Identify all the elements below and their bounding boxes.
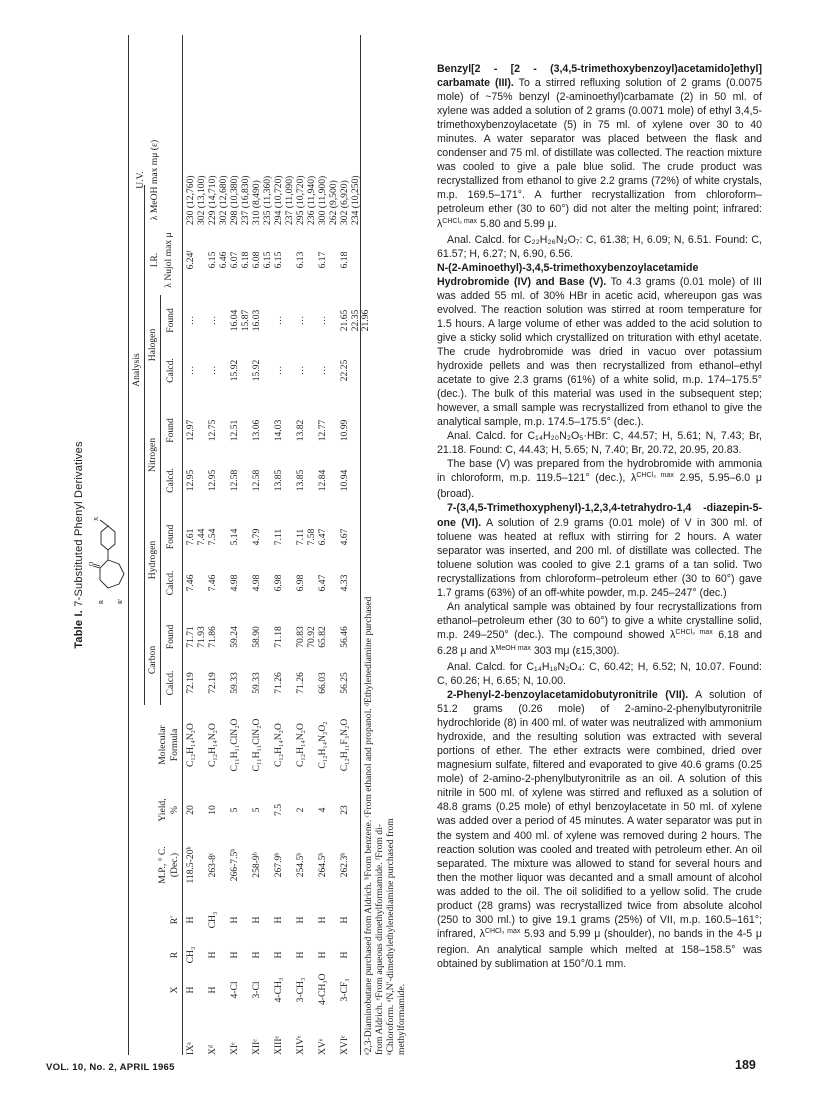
table-cell-n-calc: 12.95: [185, 469, 196, 492]
table-cell-c-found: 71.86: [207, 626, 218, 648]
text-compound-iv: To 4.3 grams (0.01 mole) of III was added 55 ml. of 30% HBr in acetic acid, whereupon gas was evolved. The reaction solution was stirred at room temperature for 1.5 hours. A large volume of ether was added to the acid solution to give a sticky solid which crystallized on trituration with ethyl acetate. The crude hydrobromide was dried in vacuo over potassium hydroxide pellets and was then recrystallized from ethanol–ethyl acetate to give 2.3 grams (61%) of a white solid, m.p. 174–175.5° (dec.). The bulk of this material was used in the subsequent step; however, a small sample was recrystallized from ethanol to give the analytical sample, m.p. 174.5–175.5° (dec.).: [437, 275, 763, 429]
table-footnote-4: methylformamide.: [396, 983, 407, 1055]
table-cell-mp: 262.3ᵇ: [339, 852, 350, 878]
paragraph-base-v: [437, 457, 762, 501]
table-cell-mp: 266-7.5ᵇ: [229, 848, 240, 882]
table-cell-yield: 23: [339, 805, 350, 815]
table-cell-r: H: [339, 951, 350, 959]
table-cell-h-found: 7.54: [207, 528, 218, 546]
paragraph-compound-vii: [437, 688, 762, 971]
table-cell-r: H: [229, 951, 240, 959]
table-cell-uv: 302 (6,920) 234 (10,250): [339, 175, 361, 225]
col-uv-header: U.V.: [135, 171, 146, 189]
table-cell-formula: C₁₁H₁₁ClN₂O: [251, 718, 262, 772]
hydrogen-calcd: Calcd.: [165, 570, 176, 596]
hydrogen-found: Found: [165, 524, 176, 550]
paragraph-analytical-vi: [437, 600, 762, 660]
table-cell-mp: 264.5ᵇ: [317, 852, 328, 878]
table-cell-mp: 118.5-20ᵇ: [185, 846, 196, 884]
table-cell-hal-calc: …: [317, 365, 328, 376]
col-yield-header: Yield,: [157, 798, 168, 822]
structure-x-label: X: [94, 516, 100, 521]
table-cell-uv: 294 (10,720) 237 (11,090): [273, 175, 295, 225]
table-cell-n-calc: 12.84: [317, 469, 328, 492]
table-cell-x: H: [185, 986, 196, 994]
table-cell-hal-found: …: [317, 315, 328, 326]
ir-label-1: CHCl₃ max: [442, 217, 478, 225]
table-cell-h-found: 7.11: [273, 528, 284, 546]
table-footnote-3: ᵃChloroform. ᵃN,N′-dimethylethylenediamine purchased from: [385, 818, 396, 1055]
table-cell-yield: 20: [185, 805, 196, 815]
ir-label-3: CHCl₃ max: [675, 628, 713, 636]
structure-r-label: R: [99, 599, 105, 604]
col-r-header: R: [169, 951, 180, 959]
uv-label-1: MeOH max: [495, 644, 531, 652]
journal-footer: VOL. 10, No. 2, APRIL 1965: [46, 1062, 175, 1073]
table-cell-formula: C₁₂H₁₄N₂O: [273, 723, 284, 767]
table-cell-ir: 6.15 6.46: [207, 251, 229, 269]
table-cell-h-calc: 6.98: [295, 574, 306, 592]
col-x-header: X: [169, 986, 180, 994]
table-cell-c-found: 71.18: [273, 626, 284, 648]
table-cell-c-found: 65.82: [317, 626, 328, 648]
table-cell-hal-calc: 15.92: [251, 359, 262, 382]
table-cell-yield: 7.5: [273, 804, 284, 816]
table-cell-mp: 254.5ᵇ: [295, 852, 306, 878]
diazepinone-structure: [88, 514, 130, 610]
table-cell-r: H: [207, 951, 218, 959]
carbon-calcd: Calcd.: [165, 670, 176, 696]
col-rp-header: R′: [169, 915, 180, 925]
table-cell-formula: C₁₂H₁₁F₃N₂O: [339, 718, 350, 772]
table-cell-c-found: 56.46: [339, 626, 350, 648]
table-cell-uv: 298 (10,380) 237 (16,830): [229, 175, 251, 225]
ir-label-4: CHCl₃ max: [484, 927, 521, 935]
col-mp-header: M.P., ° C.: [157, 846, 168, 884]
table-caption-label: Table I.: [73, 609, 85, 649]
table-cell-yield: 10: [207, 805, 218, 815]
table-cell-uv: 229 (14,710) 302 (12,680): [207, 175, 229, 225]
carbon-found: Found: [165, 624, 176, 650]
table-cell-r: CH₃: [185, 946, 196, 964]
table-cell-r: H: [317, 951, 328, 959]
table-cell-yield: 5: [229, 807, 240, 813]
nitrogen-found: Found: [165, 418, 176, 443]
col-uv-sub: λ MeOH max mμ (ε): [149, 139, 160, 221]
page-number: 189: [735, 1058, 756, 1072]
text-compound-iii-tail: 5.80 and 5.99 μ.: [477, 217, 557, 230]
table-cell-rp: H: [273, 916, 284, 924]
table-cell-ir: 6.08 6.15: [251, 251, 273, 269]
table-footnote-2: from Aldrich. ᵉFrom aqueous dimethylformamide. ᶠFrom di-: [374, 824, 385, 1055]
table-cell-yield: 4: [317, 807, 328, 813]
table-cell-h-calc: 6.47: [317, 574, 328, 592]
table-caption-text: 7-Substituted Phenyl Derivatives: [73, 441, 85, 607]
table-cell-c-calc: 59.33: [229, 672, 240, 694]
table-cell-n-calc: 13.85: [273, 469, 284, 492]
heading-compound-iii-cont: carbamate (III).: [437, 77, 514, 90]
table-cell-hal-found: …: [185, 315, 196, 326]
text-compound-vi: A solution of 2.9 grams (0.01 mole) of V in 300 ml. of toluene was heated at reflux with stirring for 2 hours. A water separator was inserted, and 200 ml. of distillate was collected. The toluene solution was cooled to give 2.1 grams of a tan solid. Two recrystallizations from chloroform–petroleum ether (30 to 60°) gave 1.7 grams (63%) of an off-white powder, m.p. 245–247° (dec.): [437, 516, 762, 599]
table-cell-n-found: 10.99: [339, 419, 350, 442]
table-cell-r: H: [295, 951, 306, 959]
table-cell-x: 3-Cl: [251, 981, 262, 999]
table-cell-id: XIᵉ: [229, 1042, 240, 1055]
halogen-header: Halogen: [147, 328, 158, 362]
table-cell-id: XIIIᵉ: [273, 1036, 284, 1055]
table-cell-ir: 6.18: [339, 251, 350, 269]
table-cell-n-found: 12.77: [317, 419, 328, 442]
table-cell-h-calc: 7.46: [207, 574, 218, 592]
table-cell-hal-calc: …: [185, 365, 196, 376]
table-cell-c-calc: 72.19: [185, 672, 196, 694]
table-cell-ir: 6.24ᶠ: [185, 250, 196, 270]
col-mp-sub: (Dec.): [169, 852, 180, 878]
table-cell-c-calc: 71.26: [273, 672, 284, 694]
table-cell-x: H: [207, 986, 218, 994]
text-compound-vii: A solution of 51.2 grams (0.26 mole) of 2-amino-2-phenylbutyronitrile hydrochloride (8) in 400 ml. of water was neutralized with ammonium hydroxide, and the resulting solution was extracted with several portions of ether. The ether extracts were combined, dried over magnesium sulfate, filtered and evaporated to give 40.6 grams (0.25 mole) of 2-amino-2-phenylbutyronitrile as an oil. A solution of this nitrile in 500 ml. of xylene was stirred and refluxed as a solution of 48.8 grams (0.25 mole) of ethyl benzoylacetate in 50 ml. of xylene was added over a period of 45 minutes. A water separator was put in the system and 400 ml. of xylene was removed during 2 hours. The reaction solution was cooled and treated with petroleum ether. An oil separated. The mixture was allowed to stand for several hours and then the mother liquor was decanted and a small amount of alcohol was added to the oil. The oil solidified to a yellow solid. The crude product (28 grams) was recrystallized twice from absolute alcohol (250 to 300 ml.) to give 19.1 grams (25%) of VII, m.p. 160.5–161°; infrared, λ: [437, 689, 762, 940]
table-cell-mp: 267.9ᵇ: [273, 852, 284, 878]
table-cell-ir: 6.07 6.18: [229, 251, 251, 269]
table-cell-uv: 230 (12,760) 302 (13,100): [185, 175, 207, 225]
table-cell-formula: C₁₂H₁₄N₂O: [207, 723, 218, 767]
table-cell-formula: C₁₁H₁₁ClN₂O: [229, 718, 240, 772]
table-caption: [73, 35, 85, 1055]
table-cell-hal-found: …: [273, 315, 284, 326]
structure-rp-label: R′: [118, 598, 124, 604]
text-compound-iii: To a stirred refluxing solution of 2 grams (0.0075 mole) of ~75% benzyl (2-aminoethyl)carbamate (2) in 50 ml. of xylene was added a solution of 2 grams (0.0071 mole) of ethyl 3,4,5-trimethoxybenzoylacetate (5) in 75 ml. of xylene over 30 to 40 minutes. A water separator was placed between the flask and condenser and 75 ml. of distillate was collected. The reaction mixture was cooled to give a pale blue solid. The crude product was recrystallized from ethanol to give 2.2 grams (72%) of white crystals, m.p. 169.5–171°. A further recrystallization from chloroform–petroleum ether (30 to 60°) did not alter the melting point; infrared: λ: [437, 77, 762, 230]
table-cell-n-calc: 12.58: [229, 469, 240, 492]
table-cell-hal-calc: …: [295, 365, 306, 376]
table-cell-h-found: 7.11 7.58: [295, 528, 317, 546]
analysis-header: Analysis: [131, 353, 142, 387]
table-cell-c-calc: 72.19: [207, 672, 218, 694]
table-cell-hal-calc: …: [273, 365, 284, 376]
table-cell-id: Xᵈ: [207, 1045, 218, 1055]
table-cell-h-calc: 4.98: [251, 574, 262, 592]
table-cell-n-found: 12.75: [207, 419, 218, 442]
table-cell-c-found: 59.24: [229, 626, 240, 648]
paragraph-compound-vi: [437, 501, 762, 599]
text-analytical-vi-tail: 303 mμ (ε15,300).: [530, 644, 620, 657]
table-cell-n-found: 13.82: [295, 419, 306, 442]
col-ir-header: I.R.: [149, 252, 160, 268]
table-cell-c-calc: 71.26: [295, 672, 306, 694]
table-cell-id: XVIᵉ: [339, 1035, 350, 1055]
structure-o-label: O: [89, 561, 95, 566]
table-cell-n-calc: 13.85: [295, 469, 306, 492]
table-cell-c-found: 71.71 71.93: [185, 626, 207, 648]
table-cell-uv: 295 (10,720) 236 (11,940): [295, 175, 317, 225]
table-cell-h-found: 7.61 7.44: [185, 528, 207, 546]
table-cell-n-found: 12.97: [185, 419, 196, 442]
ir-label-2: CHCl₃ max: [636, 472, 674, 480]
table-cell-x: 4-CH₃: [273, 977, 284, 1003]
table-cell-rp: CH₃: [207, 911, 218, 929]
table-cell-n-calc: 12.95: [207, 469, 218, 492]
table-cell-id: XIVᵉ: [295, 1035, 306, 1055]
table-cell-id: IXᵃ: [185, 1042, 196, 1055]
table-cell-x: 4-Cl: [229, 981, 240, 999]
col-yield-sub: %: [169, 806, 180, 814]
table-cell-h-found: 6.47: [317, 528, 328, 546]
table-cell-hal-calc: …: [207, 365, 218, 376]
table-cell-hal-found: …: [295, 315, 306, 326]
table-cell-h-calc: 6.98: [273, 574, 284, 592]
nitrogen-calcd: Calcd.: [165, 468, 176, 493]
table-cell-yield: 2: [295, 807, 306, 813]
table-cell-uv: 310 (8,490) 235 (11,360): [251, 175, 273, 225]
table-cell-c-found: 70.83 70.92: [295, 626, 317, 648]
table-cell-formula: C₁₂H₁₄N₂O: [295, 723, 306, 767]
table-cell-c-calc: 66.03: [317, 672, 328, 694]
col-formula-header: Molecular: [157, 725, 168, 765]
table-cell-x: 4-CH₃O: [317, 973, 328, 1005]
table-cell-rp: H: [339, 916, 350, 924]
table-cell-rp: H: [295, 916, 306, 924]
table-cell-ir: 6.15: [273, 251, 284, 269]
table-cell-hal-calc: 22.25: [339, 359, 350, 382]
table-cell-n-found: 13.06: [251, 419, 262, 442]
paragraph-anal-vi: Anal. Calcd. for C₁₄H₁₈N₂O₄: C, 60.42; H, 6.52; N, 10.07. Found: C, 60.26; H, 6.65; N, 10.00.: [437, 660, 762, 688]
table-cell-r: H: [251, 951, 262, 959]
heading-compound-vii: 2-Phenyl-2-benzoylacetamidobutyronitrile (VII).: [447, 689, 689, 702]
table-cell-hal-found: 21.65 22.35 21.96: [339, 309, 372, 332]
table-cell-h-found: 4.79: [251, 528, 262, 546]
table-cell-c-calc: 59.33: [251, 672, 262, 694]
table-cell-x: 3-CF₃: [339, 978, 350, 1002]
table-cell-h-calc: 4.98: [229, 574, 240, 592]
halogen-found: Found: [165, 308, 176, 333]
col-formula-sub: Formula: [169, 728, 180, 762]
table-cell-uv: 300 (11,900) 262 (9,500): [317, 175, 339, 225]
paragraph-anal-iv: Anal. Calcd. for C₁₄H₂₀N₂O₅·HBr: C, 44.57; H, 5.61; N, 7.43; Br, 21.18. Found: C, 44.43; H, 5.65; N, 7.40; Br, 20.72, 20.95, 20.83.: [437, 430, 762, 457]
heading-compound-iv: N-(2-Aminoethyl)-3,4,5-trimethoxybenzoylacetamide Hydrobromide (IV) and Base (V).: [437, 261, 699, 288]
text-base-v-tail: 2.95, 5.95–6.0 μ (broad).: [437, 472, 762, 501]
table-cell-rp: H: [229, 916, 240, 924]
table-cell-h-found: 4.67: [339, 528, 350, 546]
table-cell-rp: H: [251, 916, 262, 924]
table-cell-c-found: 58.90: [251, 626, 262, 648]
table-cell-hal-found: 16.03: [251, 309, 262, 332]
table-cell-formula: C₁₂H₁₄N₂O₂: [317, 721, 328, 769]
text-analytical-vi-mid: 6.18 and 6.28 μ and λ: [437, 628, 762, 657]
paragraph-compound-iv: [437, 261, 762, 430]
table-cell-hal-calc: 15.92: [229, 359, 240, 382]
nitrogen-header: Nitrogen: [147, 437, 158, 473]
hydrogen-header: Hydrogen: [147, 540, 158, 580]
text-base-v: The base (V) was prepared from the hydrobromide with ammonia in chloroform, m.p. 119.5–121° (dec.), λ: [437, 458, 762, 485]
table-cell-ir: 6.17: [317, 251, 328, 269]
table-cell-n-calc: 12.58: [251, 469, 262, 492]
heading-compound-iii: Benzyl[2 - [2 - (3,4,5-trimethoxybenzoyl)acetamido]ethyl]: [437, 63, 762, 75]
table-cell-rp: H: [317, 916, 328, 924]
table-cell-h-found: 5.14: [229, 528, 240, 546]
table-cell-r: H: [273, 951, 284, 959]
table-cell-x: 3-CH₃: [295, 977, 306, 1003]
table-cell-h-calc: 7.46: [185, 574, 196, 592]
table-cell-mp: 258-9ᵇ: [251, 852, 262, 878]
table-cell-rp: H: [185, 916, 196, 924]
table-cell-id: XIIᵉ: [251, 1039, 262, 1055]
table-cell-ir: 6.13: [295, 251, 306, 269]
table-cell-hal-found: 16.04 15.87: [229, 309, 251, 332]
table-cell-n-found: 14.03: [273, 419, 284, 442]
article-body: [437, 62, 762, 971]
table-cell-c-calc: 56.25: [339, 672, 350, 694]
paragraph-anal-iii: Anal. Calcd. for C₂₂H₂₆N₂O₇: C, 61.38; H, 6.09; N, 6.51. Found: C, 61.57; H, 6.27; N, 6.90, 6.56.: [437, 233, 762, 260]
table-cell-n-calc: 10.94: [339, 469, 350, 492]
text-compound-vii-tail: 5.93 and 5.99 μ (shoulder), no bands in the 4-5 μ region. An analytical sample which melted at 158–158.5° was obtained by sublimation at 150°/0.1 mm.: [437, 927, 762, 970]
heading-compound-vi: 7-(3,4,5-Trimethoxyphenyl)-1,2,3,4-tetrahydro-1,4 -diazepin-5-one (VI).: [437, 502, 762, 529]
table-cell-hal-found: …: [207, 315, 218, 326]
table-cell-mp: 263-8ᶜ: [207, 852, 218, 878]
halogen-calcd: Calcd.: [165, 358, 176, 383]
paragraph-compound-iii: [437, 62, 762, 233]
table-1: [72, 35, 407, 1055]
table-footnote-1: ᵃ2,3-Diaminobutane purchased from Aldrich. ᵇFrom benzene. ᶜFrom ethanol and propanol. ᵈEthylenediamine purchased: [363, 596, 374, 1055]
col-ir-sub: λ Nujol max μ: [163, 232, 174, 288]
carbon-header: Carbon: [147, 645, 158, 675]
table-cell-id: XVᵉ: [317, 1038, 328, 1055]
table-cell-formula: C₁₂H₁₄N₂O: [185, 723, 196, 767]
text-analytical-vi: An analytical sample was obtained by four recrystallizations from ethanol–petroleum ether (30 to 60°) to give a white crystalline solid, m.p. 249–250° (dec.). The compound showed λ: [437, 600, 762, 641]
table-cell-n-found: 12.51: [229, 419, 240, 442]
table-cell-h-calc: 4.33: [339, 574, 350, 592]
table-cell-yield: 5: [251, 807, 262, 813]
